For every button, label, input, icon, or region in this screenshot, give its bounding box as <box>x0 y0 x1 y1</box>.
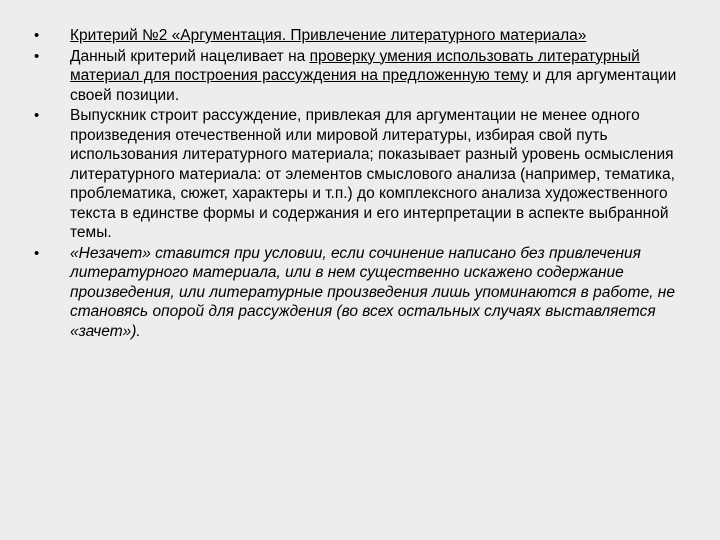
bullet-icon: • <box>34 47 40 65</box>
bullet-item-fail-condition <box>34 244 684 342</box>
criterion-title: Критерий №2 «Аргументация. Привлечение литературного материала» <box>70 27 587 44</box>
bullet-icon: • <box>34 244 40 262</box>
graduate-requirements: Выпускник строит рассуждение, привлекая для аргументации не менее одного произведения отечественной или мировой литературы, избирая свой путь использования литературного материала; показывает разный уровень осмысления литературного материала: от элементов смыслового анализа (например, тематика, проблематика, сюжет, характеры и т.п.) до комплексного анализа художественного текста в единстве формы и содержания и его интерпретации в аспекте выбранной темы. <box>70 107 675 241</box>
purpose-text-end: и для аргументации своей позиции. <box>70 67 677 104</box>
fail-condition: «Незачет» ставится при условии, если сочинение написано без привлечения литературного материала, или в нем существенно искажено содержание произведения, или литературные произведения лишь упоминаются в работе, не становясь опорой для рассуждения (во всех остальных случаях выставляется «зачет»). <box>70 244 675 340</box>
bullet-item-criterion-purpose <box>34 47 684 106</box>
bullet-list <box>34 26 684 342</box>
purpose-text-start: Данный критерий нацеливает на <box>70 47 310 65</box>
bullet-icon: • <box>34 27 40 44</box>
criterion-purpose <box>70 47 684 106</box>
purpose-text-underlined: проверку умения использовать литературный материал для построения рассуждения на предложенную тему <box>70 47 640 84</box>
bullet-item-criterion-title <box>34 26 684 46</box>
bullet-item-graduate-requirements <box>34 106 684 243</box>
bullet-icon: • <box>34 107 40 124</box>
